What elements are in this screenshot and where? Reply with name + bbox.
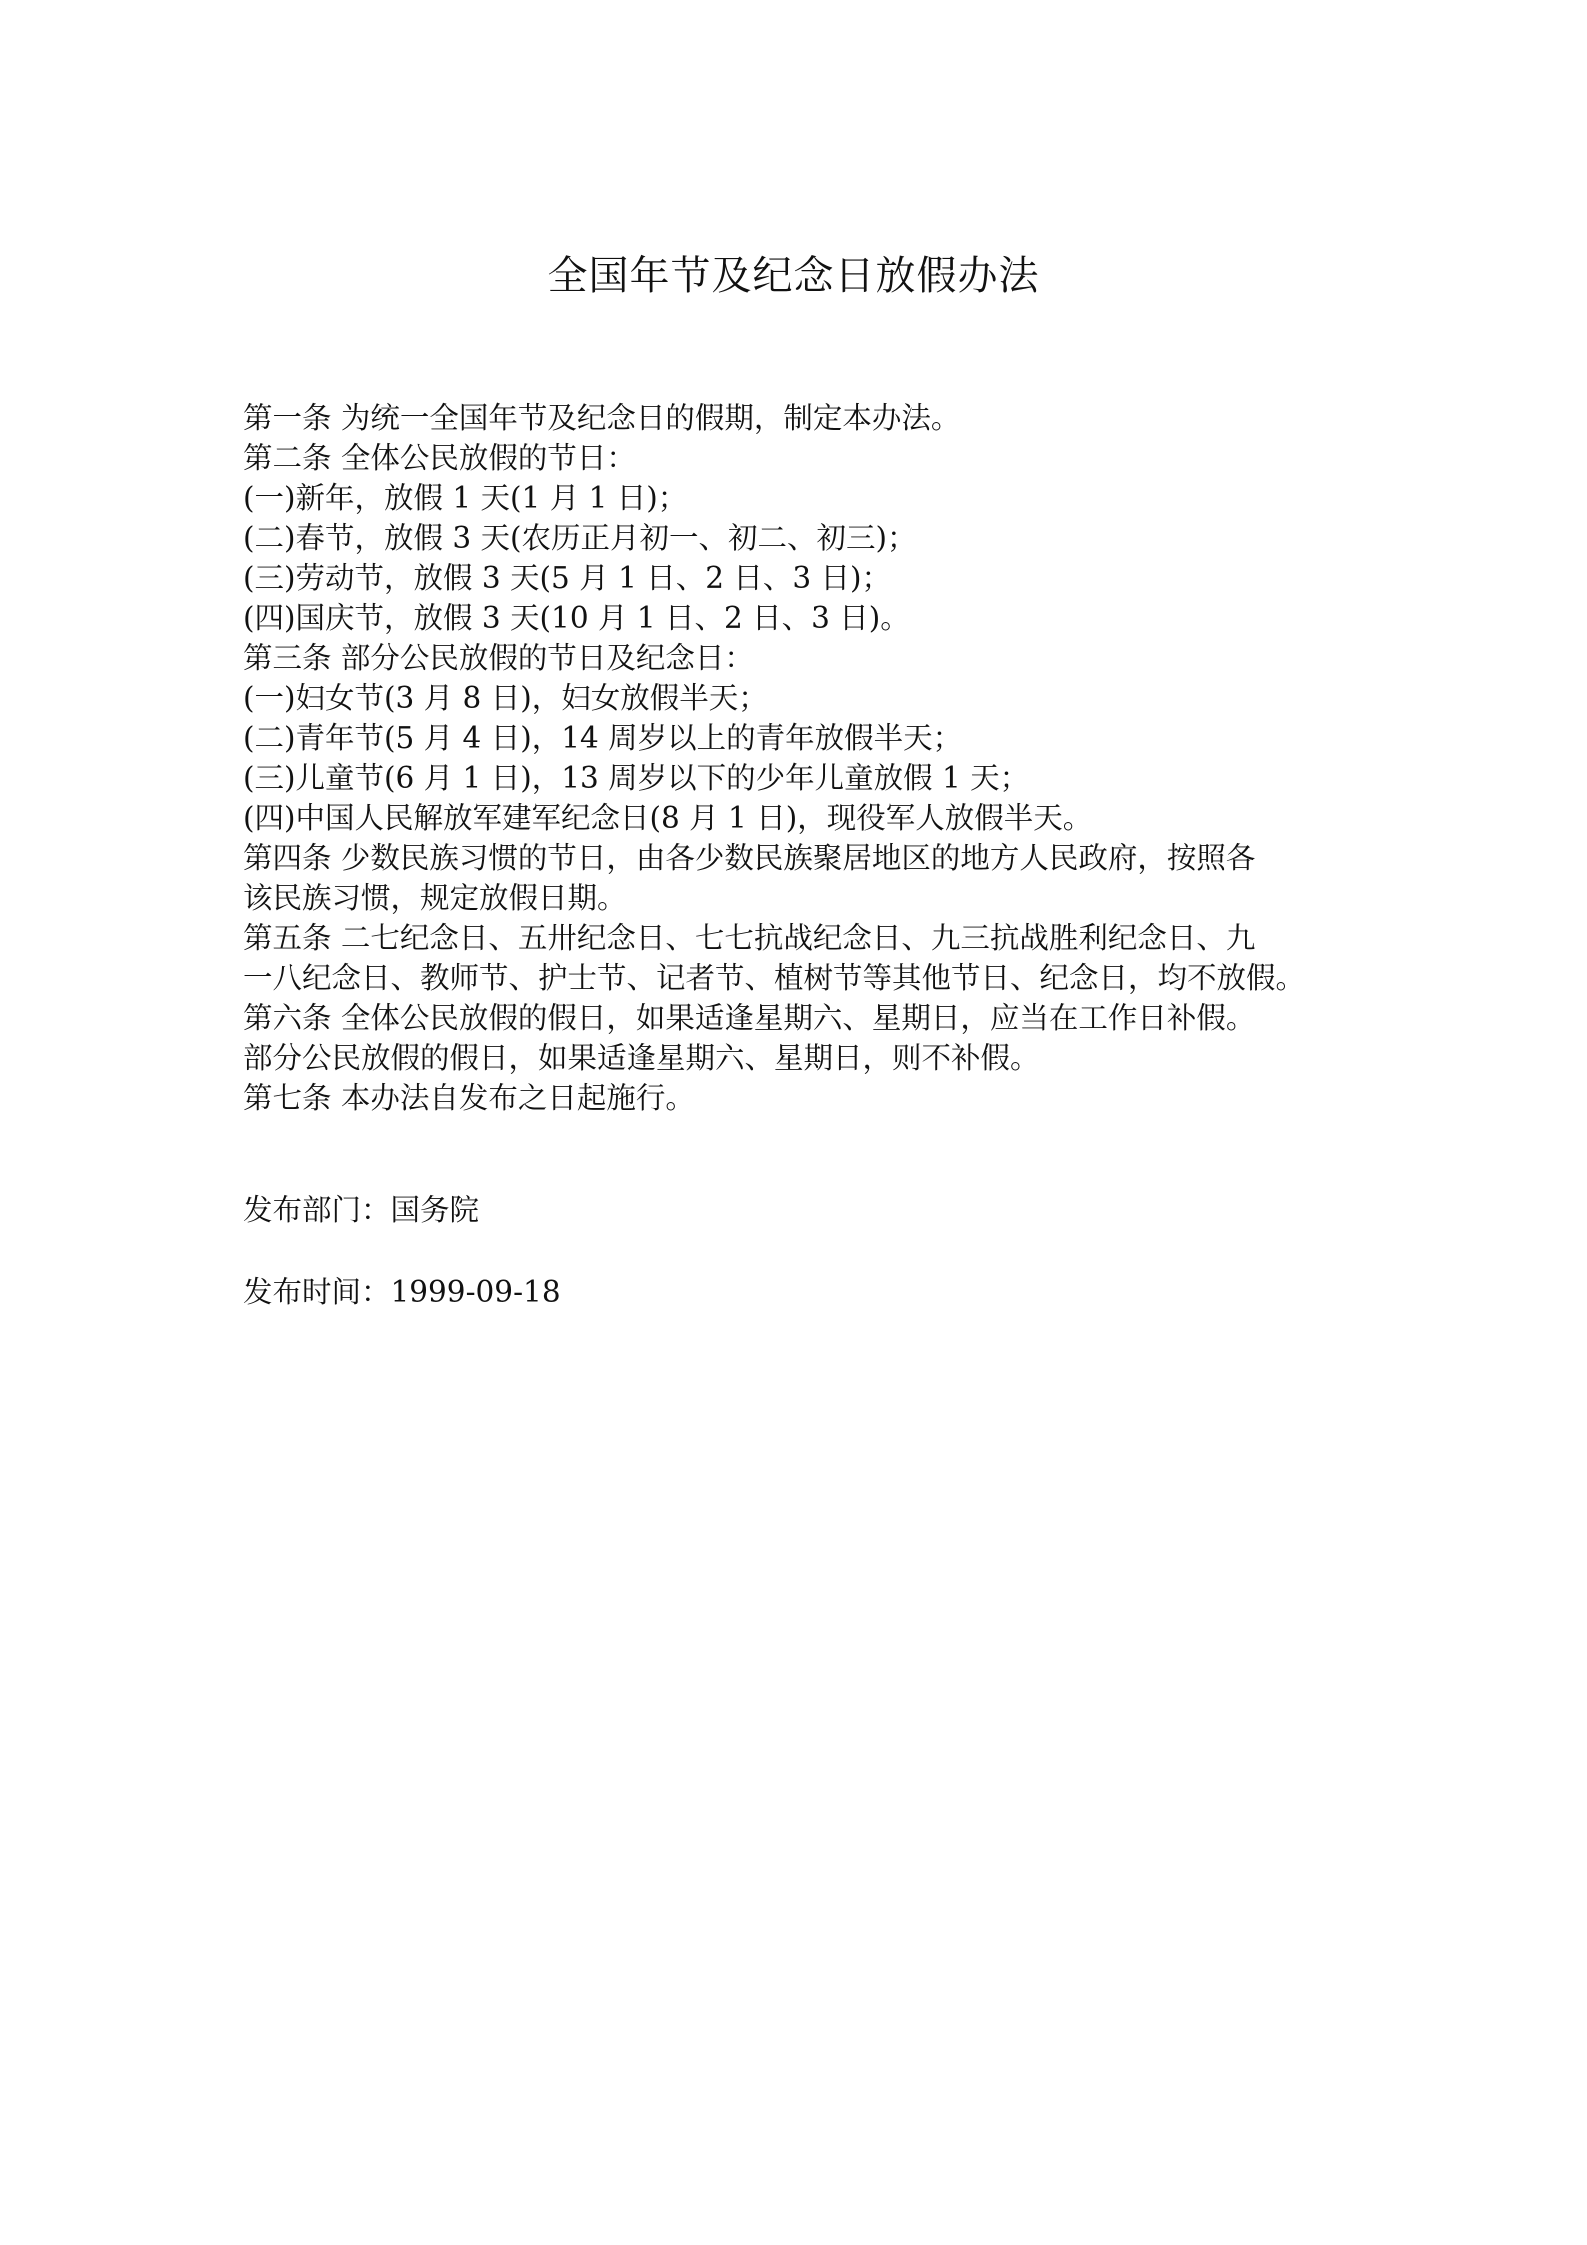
article-1-line: 第一条 为统一全国年节及纪念日的假期，制定本办法。 <box>243 401 961 435</box>
article-4-line-2: 该民族习惯，规定放假日期。 <box>243 881 627 915</box>
article-3-item-1: (一)妇女节(3 月 8 日)，妇女放假半天； <box>243 681 768 715</box>
document-body <box>243 398 1353 1118</box>
article-6-line-2: 部分公民放假的假日，如果适逢星期六、星期日，则不补假。 <box>243 1041 1040 1075</box>
article-2-item-4: (四)国庆节，放假 3 天(10 月 1 日、2 日、3 日)。 <box>243 601 910 635</box>
article-5-line-1: 第五条 二七纪念日、五卅纪念日、七七抗战纪念日、九三抗战胜利纪念日、九 <box>243 921 1256 955</box>
article-2-item-2: (二)春节，放假 3 天(农历正月初一、初二、初三)； <box>243 521 917 555</box>
article-2-item-1: (一)新年，放假 1 天(1 月 1 日)； <box>243 481 688 515</box>
article-6-line-1: 第六条 全体公民放假的假日，如果适逢星期六、星期日，应当在工作日补假。 <box>243 1001 1256 1035</box>
article-5-line-2: 一八纪念日、教师节、护士节、记者节、植树节等其他节日、纪念日，均不放假。 <box>243 961 1306 995</box>
publish-date-line: 发布时间：1999-09-18 <box>243 1275 561 1309</box>
article-2-line: 第二条 全体公民放假的节日： <box>243 441 636 475</box>
article-2-item-3: (三)劳动节，放假 3 天(5 月 1 日、2 日、3 日)； <box>243 561 892 595</box>
article-3-item-2: (二)青年节(5 月 4 日)，14 周岁以上的青年放假半天； <box>243 721 963 755</box>
publisher-line: 发布部门：国务院 <box>243 1193 480 1227</box>
article-4-line-1: 第四条 少数民族习惯的节日，由各少数民族聚居地区的地方人民政府，按照各 <box>243 841 1256 875</box>
article-3-item-4: (四)中国人民解放军建军纪念日(8 月 1 日)，现役军人放假半天。 <box>243 801 1093 835</box>
article-3-line: 第三条 部分公民放假的节日及纪念日： <box>243 641 754 675</box>
document-title: 全国年节及纪念日放假办法 <box>547 253 1040 299</box>
article-3-item-3: (三)儿童节(6 月 1 日)，13 周岁以下的少年儿童放假 1 天； <box>243 761 1030 795</box>
article-7-line: 第七条 本办法自发布之日起施行。 <box>243 1081 695 1115</box>
